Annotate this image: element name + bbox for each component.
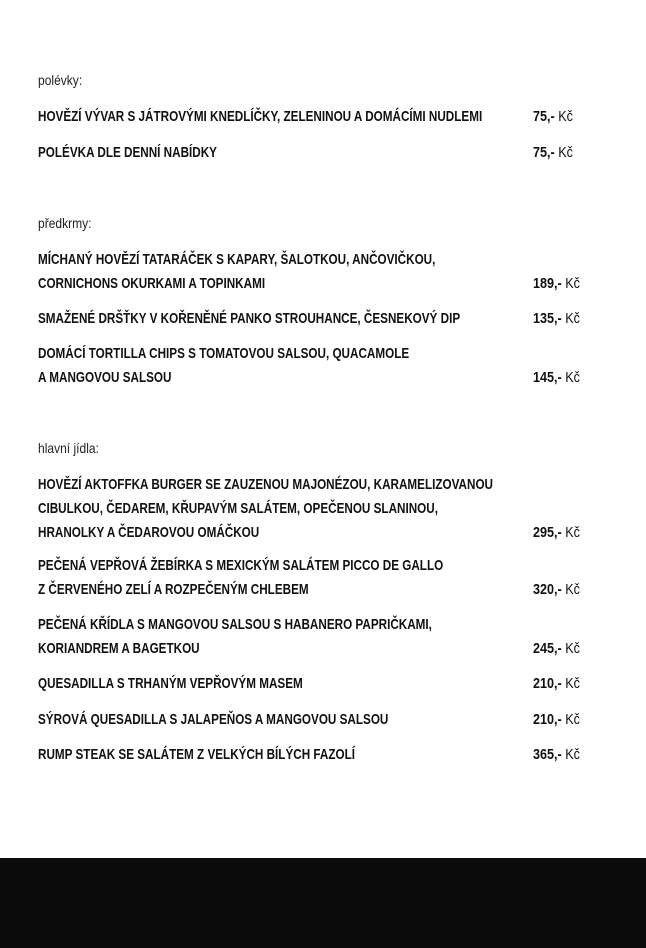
price-currency: Kč [565,310,580,327]
item-price [533,521,580,545]
price-currency: Kč [565,675,580,692]
item-price [533,141,573,165]
menu-item [38,554,598,602]
price-currency: Kč [565,581,580,598]
price-currency: Kč [558,144,573,161]
item-name: SÝROVÁ QUESADILLA S JALAPEŇOS A MANGOVOU SALSOU [38,711,389,728]
menu-item [38,105,598,129]
item-price [533,708,580,732]
price-value: 295,- [533,524,562,541]
price-currency: Kč [565,275,580,292]
price-value: 75,- [533,108,555,125]
price-value: 75,- [533,144,555,161]
price-currency: Kč [558,108,573,125]
item-name: PEČENÁ KŘÍDLA S MANGOVOU SALSOU S HABANERO PAPRIČKAMI, KORIANDREM A BAGETKOU [38,616,432,657]
item-price [533,105,573,129]
price-value: 320,- [533,581,562,598]
menu-item [38,307,598,331]
menu-item [38,613,598,661]
item-price [533,743,580,767]
price-currency: Kč [565,711,580,728]
price-value: 245,- [533,640,562,657]
section-title-starters: předkrmy: [38,215,92,231]
menu-item [38,743,598,767]
menu-item [38,248,598,296]
item-name: POLÉVKA DLE DENNÍ NABÍDKY [38,144,217,161]
price-currency: Kč [565,524,580,541]
menu-item [38,342,598,390]
item-price [533,637,580,661]
item-name: QUESADILLA S TRHANÝM VEPŘOVÝM MASEM [38,675,303,692]
item-price [533,272,580,296]
item-price [533,672,580,696]
section-title-mains: hlavní jídla: [38,440,99,456]
price-value: 135,- [533,310,562,327]
price-value: 365,- [533,746,562,763]
price-value: 145,- [533,369,562,386]
item-name: HOVĚZÍ VÝVAR S JÁTROVÝMI KNEDLÍČKY, ZELENINOU A DOMÁCÍMI NUDLEMI [38,108,483,125]
menu-item [38,141,598,165]
price-currency: Kč [565,746,580,763]
price-currency: Kč [565,369,580,386]
item-name: PEČENÁ VEPŘOVÁ ŽEBÍRKA S MEXICKÝM SALÁTEM PICCO DE GALLO Z ČERVENÉHO ZELÍ A ROZPEČENÝM CHLEBEM [38,557,444,598]
item-price [533,307,580,331]
item-name: DOMÁCÍ TORTILLA CHIPS S TOMATOVOU SALSOU, QUACAMOLE A MANGOVOU SALSOU [38,345,410,386]
menu-item [38,473,598,545]
footer-bar [0,858,646,948]
price-currency: Kč [565,640,580,657]
section-title-soups: polévky: [38,72,83,88]
item-name: MÍCHANÝ HOVĚZÍ TATARÁČEK S KAPARY, ŠALOTKOU, ANČOVIČKOU, CORNICHONS OKURKAMI A TOPINKAMI [38,251,436,292]
menu-item [38,708,598,732]
menu-item [38,672,598,696]
price-value: 189,- [533,275,562,292]
item-price [533,578,580,602]
price-value: 210,- [533,711,562,728]
item-price [533,366,580,390]
price-value: 210,- [533,675,562,692]
item-name: RUMP STEAK SE SALÁTEM Z VELKÝCH BÍLÝCH FAZOLÍ [38,746,355,763]
item-name: HOVĚZÍ AKTOFFKA BURGER SE ZAUZENOU MAJONÉZOU, KARAMELIZOVANOU CIBULKOU, ČEDAREM, KŘUPAVÝM SALÁTEM, OPEČENOU SLANINOU, HRANOLKY A ČEDAROVOU OMÁČKOU [38,476,494,541]
item-name: SMAŽENÉ DRŠŤKY V KOŘENĚNÉ PANKO STROUHANCE, ČESNEKOVÝ DIP [38,310,461,327]
